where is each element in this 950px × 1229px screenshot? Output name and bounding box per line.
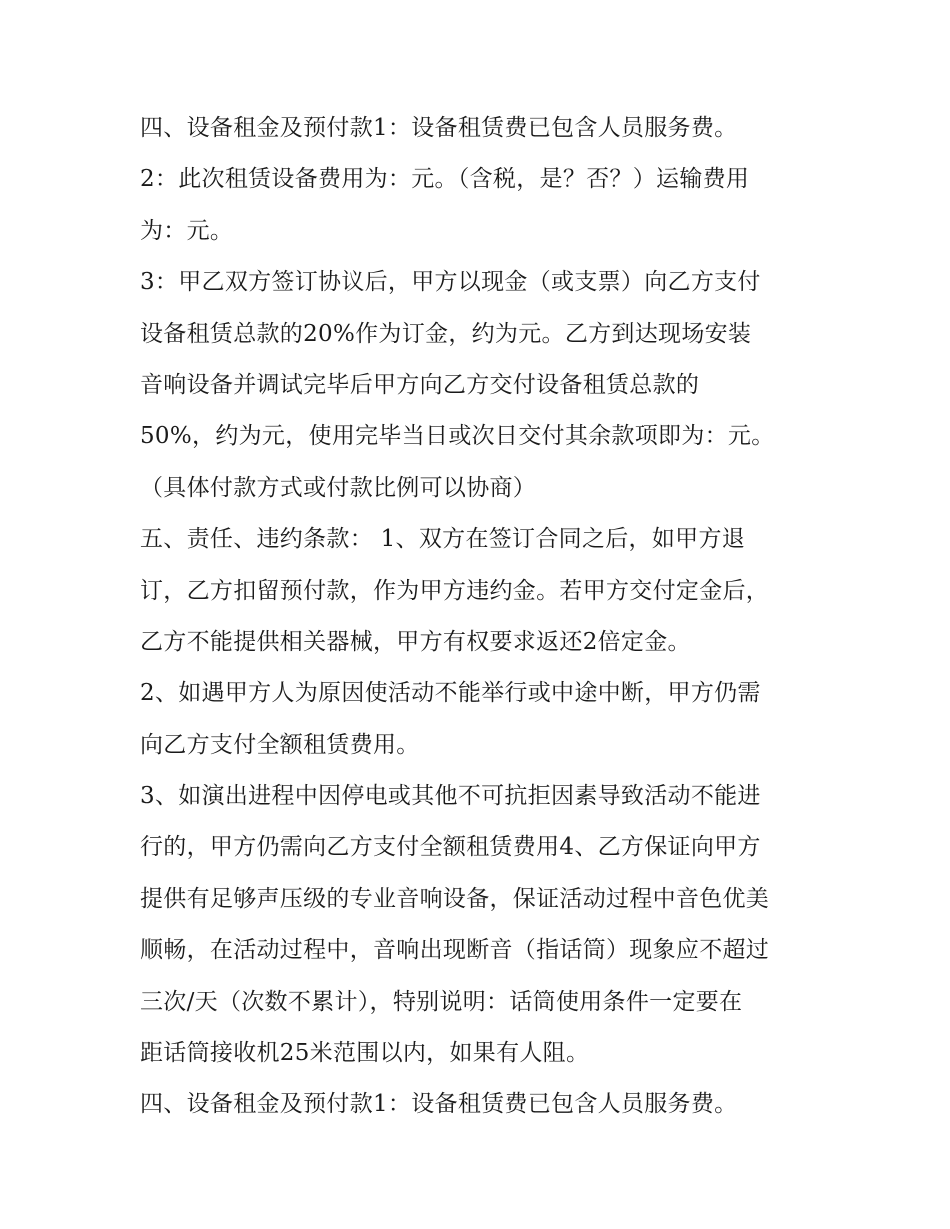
text-line: （具体付款方式或付款比例可以协商） [140, 474, 537, 501]
text-line: 3：甲乙双方签订协议后，甲方以现金（或支票）向乙方支付 [140, 269, 761, 296]
document-body [140, 103, 820, 1131]
text-line: 2：此次租赁设备费用为：元。（含税，是？否？）运输费用 [140, 166, 750, 193]
text-line: 50%，约为元，使用完毕当日或次日交付其余款项即为：元。 [140, 423, 775, 450]
text-line: 订，乙方扣留预付款，作为甲方违约金。若甲方交付定金后， [140, 577, 770, 604]
text-line: 向乙方支付全额租赁费用。 [140, 731, 420, 758]
text-line: 四、设备租金及预付款1：设备租赁费已包含人员服务费。 [140, 115, 738, 141]
text-line: 3、如演出进程中因停电或其他不可抗拒因素导致活动不能进 [140, 783, 761, 810]
text-line: 行的，甲方仍需向乙方支付全额租赁费用4、乙方保证向甲方 [140, 834, 761, 861]
text-line: 顺畅，在活动过程中，音响出现断音（指话筒）现象应不超过 [140, 937, 770, 964]
text-line: 五、责任、违约条款： 1、双方在签订合同之后，如甲方退 [140, 526, 746, 553]
text-line: 三次/天（次数不累计），特别说明：话筒使用条件一定要在 [140, 988, 743, 1015]
text-line: 音响设备并调试完毕后甲方向乙方交付设备租赁总款的 [140, 371, 700, 398]
text-line: 提供有足够声压级的专业音响设备，保证活动过程中音色优美 [140, 885, 770, 912]
text-line: 距话筒接收机25米范围以内，如果有人阻。 [140, 1040, 590, 1067]
text-line: 2、如遇甲方人为原因使活动不能举行或中途中断，甲方仍需 [140, 680, 761, 707]
text-line: 乙方不能提供相关器械，甲方有权要求返还2倍定金。 [140, 628, 691, 655]
text-line: 设备租赁总款的20%作为订金，约为元。乙方到达现场安装 [140, 320, 752, 347]
text-line: 为：元。 [140, 217, 234, 244]
text-line: 四、设备租金及预付款1：设备租赁费已包含人员服务费。 [140, 1091, 738, 1118]
